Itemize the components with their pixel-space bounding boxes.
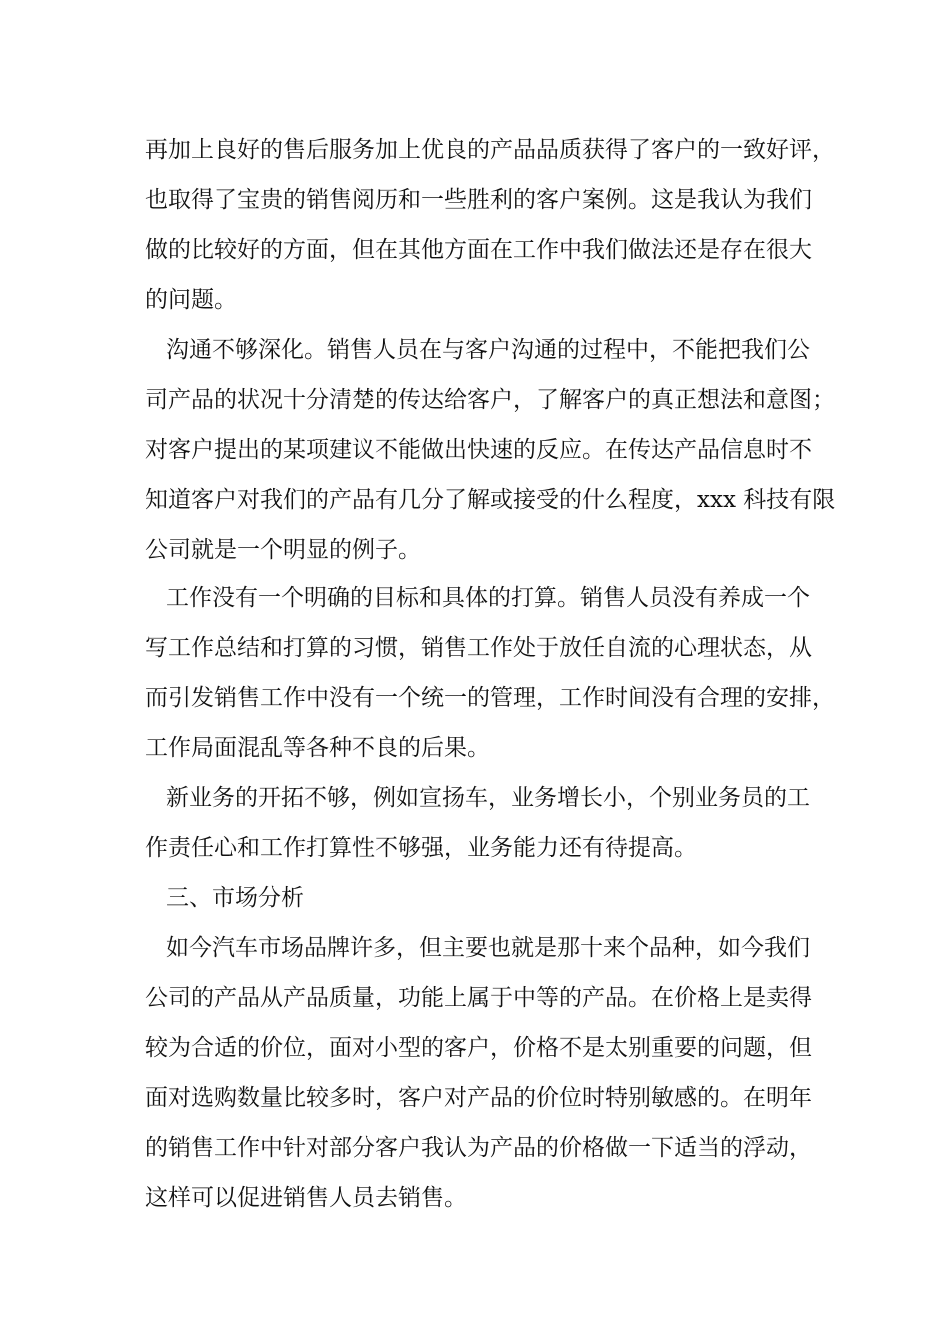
text-line: 工作局面混乱等各种不良的后果。 <box>145 735 490 761</box>
text-line: 公司的产品从产品质量，功能上属于中等的产品。在价格上是卖得 <box>145 985 812 1011</box>
text-line: 而引发销售工作中没有一个统一的管理，工作时间没有合理的安排， <box>145 685 835 711</box>
text-line: 这样可以促进销售人员去销售。 <box>145 1185 467 1211</box>
text-line: 知道客户对我们的产品有几分了解或接受的什么程度，xxx 科技有限 <box>145 487 836 513</box>
text-line: 面对选购数量比较多时，客户对产品的价位时特别敏感的。在明年 <box>145 1085 812 1111</box>
paragraph-start-line: 沟通不够深化。销售人员在与客户沟通的过程中，不能把我们公 <box>166 337 810 363</box>
text-line: 再加上良好的售后服务加上优良的产品品质获得了客户的一致好评， <box>145 137 835 163</box>
text-line: 也取得了宝贵的销售阅历和一些胜利的客户案例。这是我认为我们 <box>145 187 812 213</box>
text-line: 写工作总结和打算的习惯，销售工作处于放任自流的心理状态，从 <box>145 635 812 661</box>
text-line: 的问题。 <box>145 287 237 313</box>
text-line: 司产品的状况十分清楚的传达给客户，了解客户的真正想法和意图； <box>145 387 835 413</box>
paragraph-start-line: 工作没有一个明确的目标和具体的打算。销售人员没有养成一个 <box>166 585 810 611</box>
text-line: 公司就是一个明显的例子。 <box>145 537 421 563</box>
text-line: 的销售工作中针对部分客户我认为产品的价格做一下适当的浮动， <box>145 1135 812 1161</box>
text-line: 作责任心和工作打算性不够强，业务能力还有待提高。 <box>145 835 697 861</box>
text-line: 较为合适的价位，面对小型的客户，价格不是太别重要的问题，但 <box>145 1035 812 1061</box>
text-line: 对客户提出的某项建议不能做出快速的反应。在传达产品信息时不 <box>145 437 812 463</box>
section-heading: 三、市场分析 <box>166 885 304 911</box>
paragraph-start-line: 新业务的开拓不够，例如宣扬车，业务增长小，个别业务员的工 <box>166 785 810 811</box>
text-line: 做的比较好的方面，但在其他方面在工作中我们做法还是存在很大 <box>145 237 812 263</box>
paragraph-start-line: 如今汽车市场品牌许多，但主要也就是那十来个品种，如今我们 <box>166 935 810 961</box>
